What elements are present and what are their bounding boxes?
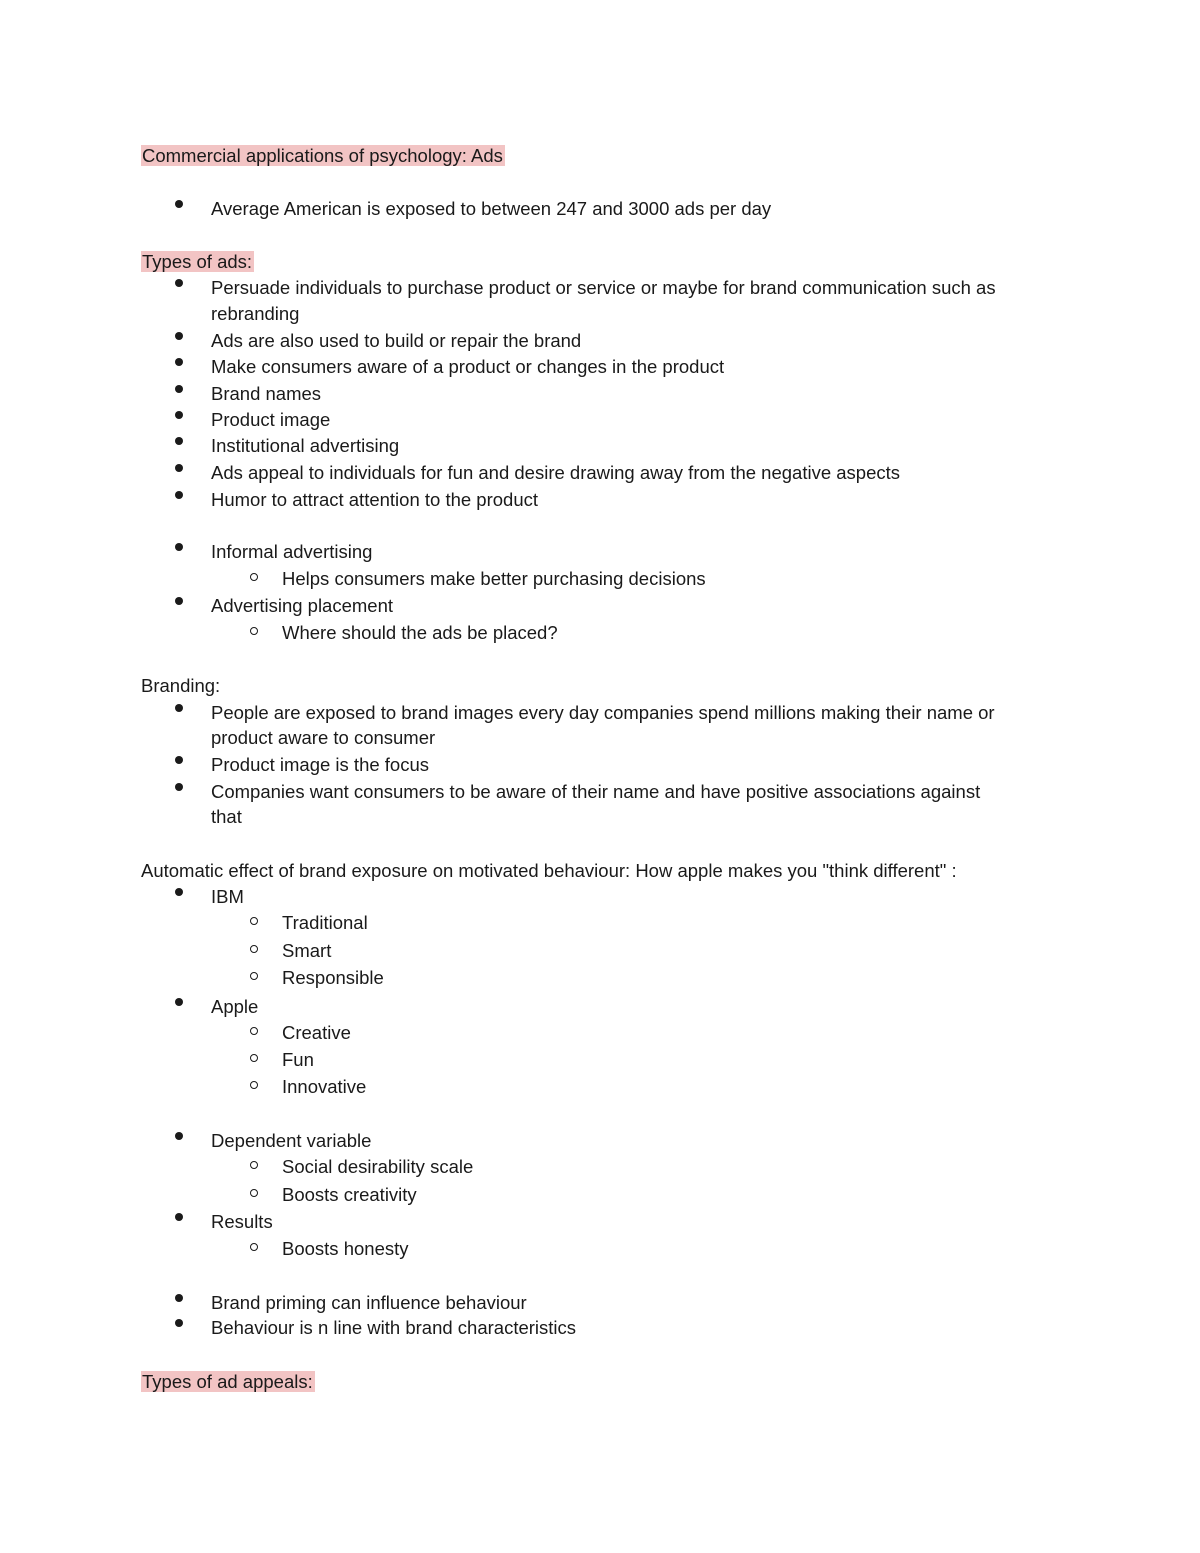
bullet-icon [175, 491, 183, 499]
bullet-icon [175, 1319, 183, 1327]
section-heading [141, 249, 254, 275]
list-item: Product image is the focus [211, 754, 429, 775]
section-heading [141, 143, 505, 169]
section-heading: Automatic effect of brand exposure on motivated behaviour: How apple makes you "think different" : [141, 860, 957, 881]
list-item: Ads are also used to build or repair the brand [211, 330, 582, 351]
sub-bullet-icon [250, 1027, 258, 1035]
list-item: Advertising placement [211, 595, 394, 616]
sub-bullet-icon [250, 1189, 258, 1197]
sub-bullet-icon [250, 1081, 258, 1089]
heading-highlight: Types of ad appeals: [142, 1371, 313, 1392]
list-item: Results [211, 1211, 273, 1232]
bullet-icon [175, 411, 183, 419]
sub-bullet-icon [250, 1054, 258, 1062]
sub-list-item: Traditional [282, 912, 368, 933]
sub-bullet-icon [250, 1243, 258, 1251]
list-item-continuation: that [211, 806, 242, 827]
sub-list-item: Boosts creativity [282, 1184, 417, 1205]
bullet-icon [175, 200, 183, 208]
bullet-icon [175, 543, 183, 551]
list-item: Institutional advertising [211, 435, 400, 456]
list-item-continuation: product aware to consumer [211, 727, 436, 748]
bullet-icon [175, 1213, 183, 1221]
bullet-icon [175, 597, 183, 605]
list-item: Persuade individuals to purchase product or service or maybe for brand communication such as [211, 277, 996, 298]
sub-list-item: Fun [282, 1049, 314, 1070]
sub-list-item: Smart [282, 940, 332, 961]
bullet-icon [175, 704, 183, 712]
sub-bullet-icon [250, 573, 258, 581]
sub-list-item: Boosts honesty [282, 1238, 409, 1259]
sub-list-item: Creative [282, 1022, 351, 1043]
bullet-icon [175, 279, 183, 287]
bullet-icon [175, 888, 183, 896]
list-item: Informal advertising [211, 541, 373, 562]
sub-list-item: Helps consumers make better purchasing decisions [282, 568, 706, 589]
bullet-icon [175, 756, 183, 764]
sub-bullet-icon [250, 972, 258, 980]
bullet-icon [175, 1294, 183, 1302]
sub-list-item: Social desirability scale [282, 1156, 474, 1177]
list-item: Dependent variable [211, 1130, 372, 1151]
list-item: Average American is exposed to between 247 and 3000 ads per day [211, 198, 772, 219]
list-item: Brand names [211, 383, 322, 404]
sub-bullet-icon [250, 917, 258, 925]
sub-bullet-icon [250, 1161, 258, 1169]
bullet-icon [175, 332, 183, 340]
bullet-icon [175, 385, 183, 393]
sub-list-item: Responsible [282, 967, 384, 988]
list-item: Apple [211, 996, 259, 1017]
list-item: Brand priming can influence behaviour [211, 1292, 527, 1313]
sub-bullet-icon [250, 627, 258, 635]
section-heading: Branding: [141, 675, 221, 696]
bullet-icon [175, 998, 183, 1006]
bullet-icon [175, 464, 183, 472]
list-item: Make consumers aware of a product or changes in the product [211, 356, 725, 377]
section-heading [141, 1369, 315, 1395]
list-item: IBM [211, 886, 244, 907]
sub-bullet-icon [250, 945, 258, 953]
list-item: Product image [211, 409, 331, 430]
sub-list-item: Innovative [282, 1076, 367, 1097]
sub-list-item: Where should the ads be placed? [282, 622, 558, 643]
list-item: Behaviour is n line with brand characteristics [211, 1317, 577, 1338]
heading-highlight: Types of ads: [142, 251, 253, 272]
bullet-icon [175, 437, 183, 445]
heading-highlight: Commercial applications of psychology: Ads [142, 145, 503, 166]
bullet-icon [175, 358, 183, 366]
list-item: Ads appeal to individuals for fun and desire drawing away from the negative aspects [211, 462, 901, 483]
list-item: People are exposed to brand images every day companies spend millions making their name or [211, 702, 995, 723]
list-item: Companies want consumers to be aware of their name and have positive associations against [211, 781, 981, 802]
bullet-icon [175, 783, 183, 791]
list-item-continuation: rebranding [211, 303, 300, 324]
bullet-icon [175, 1132, 183, 1140]
list-item: Humor to attract attention to the product [211, 489, 539, 510]
